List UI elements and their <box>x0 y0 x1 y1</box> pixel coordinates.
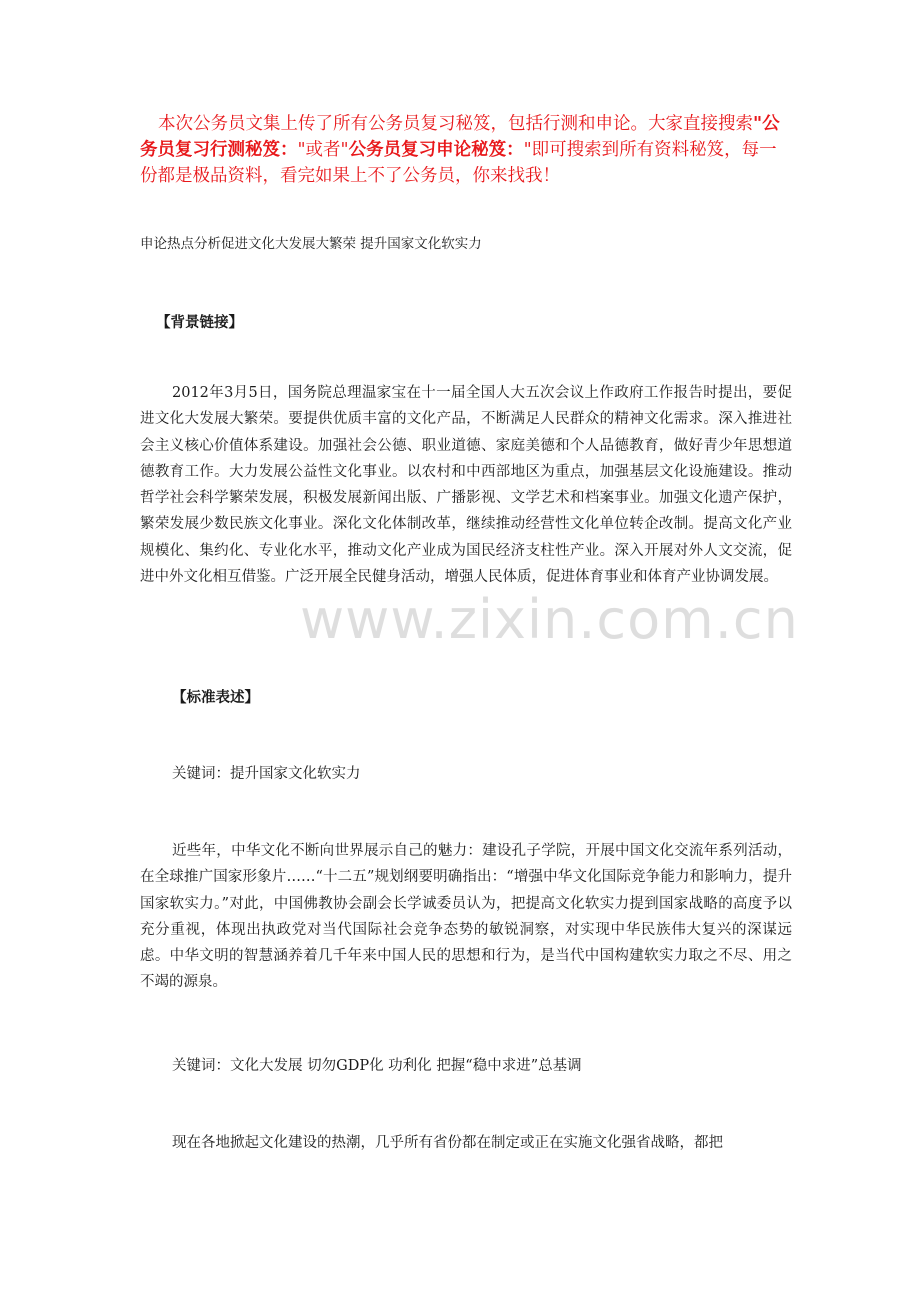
intro-text-1: 本次公务员文集上传了所有公务员复习秘笈，包括行测和申论。大家直接搜索 <box>158 114 753 134</box>
intro-bold-1: "公务员复习行测秘笈： <box>140 114 780 160</box>
promo-intro <box>140 111 790 189</box>
document-title: 申论热点分析促进文化大发展大繁荣 提升国家文化软实力 <box>140 236 482 252</box>
watermark: www.zixin.com.cn <box>300 588 799 651</box>
intro-text-3: "即可搜索到所有资料秘笈，每一份都是极品资料，看完如果上不了公务员，你来找我！ <box>140 140 777 186</box>
section-heading-background: 【背景链接】 <box>156 314 243 331</box>
background-paragraph: 2012年3月5日，国务院总理温家宝在十一届全国人大五次会议上作政府工作报告时提出，要促进文化大发展大繁荣。要提供优质丰富的文化产品，不断满足人民群众的精神文化需求。深入推进社会主义核心价值体系建设。加强社会公德、职业道德、家庭美德和个人品德教育，做好青少年思想道德教育工作。大力发展公益性文化事业。以农村和中西部地区为重点，加强基层文化设施建设。推动哲学社会科学繁荣发展，积极发展新闻出版、广播影视、文学艺术和档案事业。加强文化遗产保护，繁荣发展少数民族文化事业。深化文化体制改革，继续推动经营性文化单位转企改制。提高文化产业规模化、集约化、专业化水平，推动文化产业成为国民经济支柱性产业。深入开展对外人文交流，促进中外文化相互借鉴。广泛开展全民健身活动，增强人民体质，促进体育事业和体育产业协调发展。 <box>140 385 792 586</box>
intro-text-2: "或者" <box>297 140 349 160</box>
keyword-line-2: 关键词：文化大发展 切勿GDP化 功利化 把握“稳中求进”总基调 <box>172 1058 582 1074</box>
section-heading-standard: 【标准表述】 <box>172 689 259 706</box>
standard-paragraph: 近些年，中华文化不断向世界展示自己的魅力：建设孔子学院，开展中国文化交流年系列活动，在全球推广国家形象片……“十二五”规划纲要明确指出：“增强中华文化国际竞争能力和影响力，提升国家软实力。”对此，中国佛教协会副会长学诚委员认为，把提高文化软实力提到国家战略的高度予以充分重视，体现出执政党对当代国际社会竞争态势的敏锐洞察，对实现中华民族伟大复兴的深谋远虑。中华文明的智慧涵养着几千年来中国人民的思想和行为，是当代中国构建软实力取之不尽、用之不竭的源泉。 <box>140 843 792 991</box>
keyword-line-1: 关键词：提升国家文化软实力 <box>172 766 361 782</box>
closing-paragraph: 现在各地掀起文化建设的热潮，几乎所有省份都在制定或正在实施文化强省战略，都把 <box>172 1135 723 1151</box>
intro-bold-2: 公务员复习申论秘笈： <box>348 140 524 160</box>
